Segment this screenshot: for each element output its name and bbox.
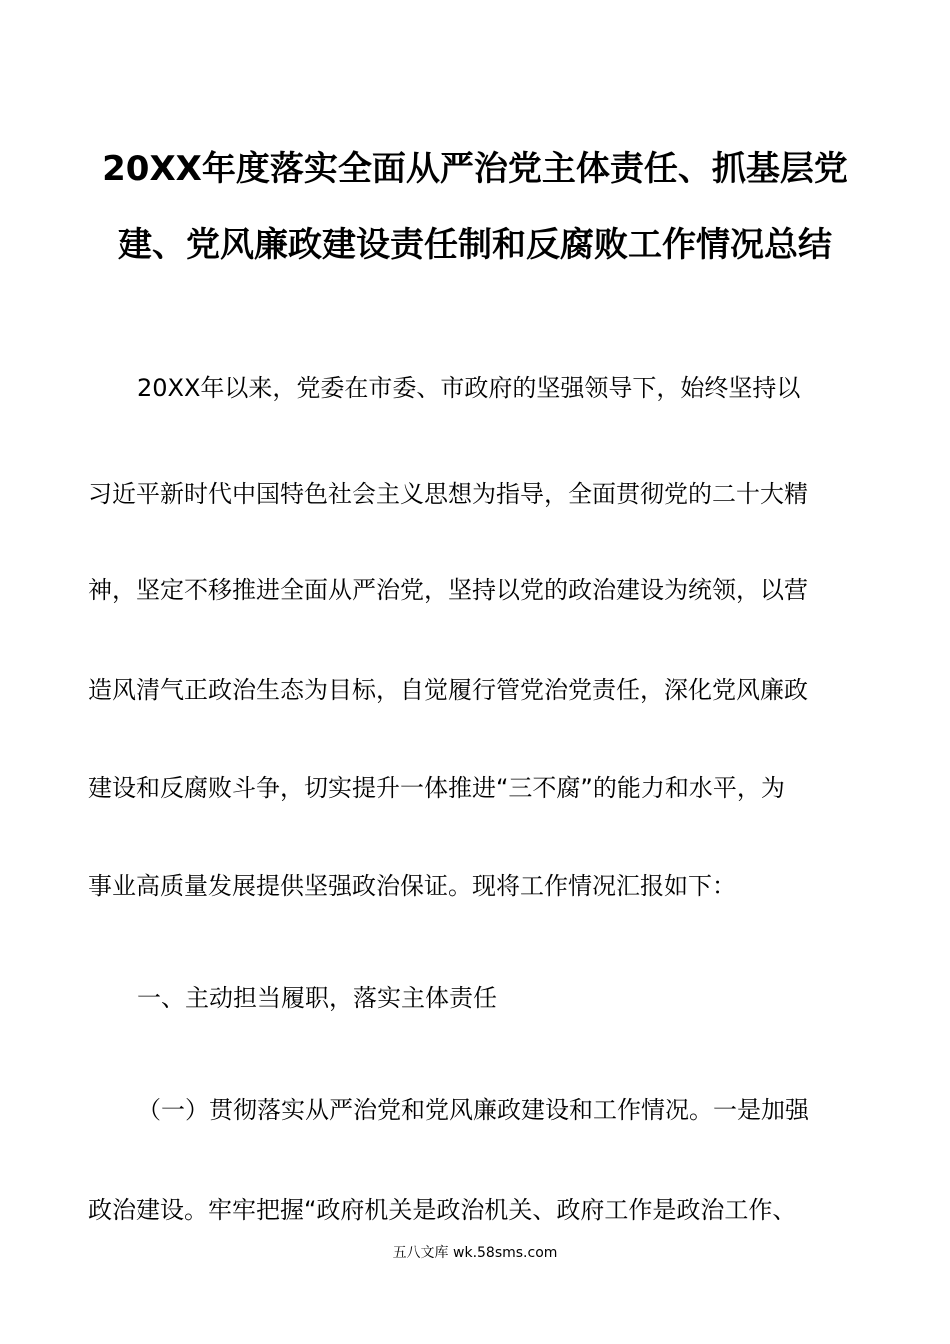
paragraph-line: 神，坚定不移推进全面从严治党，坚持以党的政治建设为统领，以营: [88, 576, 808, 604]
paragraph-line: 建设和反腐败斗争，切实提升一体推进“三不腐”的能力和水平，为: [88, 774, 785, 802]
paragraph-line: 20XX年以来，党委在市委、市政府的坚强领导下，始终坚持以: [137, 374, 801, 402]
paragraph-line: 造风清气正政治生态为目标，自觉履行管党治党责任，深化党风廉政: [88, 676, 808, 704]
subsection-line: 政治建设。牢牢把握“政府机关是政治机关、政府工作是政治工作、: [88, 1196, 797, 1224]
paragraph-line: 事业高质量发展提供坚强政治保证。现将工作情况汇报如下：: [88, 872, 736, 900]
paragraph-line: 习近平新时代中国特色社会主义思想为指导，全面贯彻党的二十大精: [88, 480, 808, 508]
document-title-line-1: 20XX年度落实全面从严治党主体责任、抓基层党: [102, 149, 848, 189]
subsection-line: （一）贯彻落实从严治党和党风廉政建设和工作情况。一是加强: [137, 1096, 809, 1124]
section-heading: 一、主动担当履职，落实主体责任: [137, 984, 497, 1012]
footer-watermark: 五八文库 wk.58sms.com: [392, 1245, 558, 1261]
document-title-line-2: 建、党风廉政建设责任制和反腐败工作情况总结: [118, 225, 832, 265]
